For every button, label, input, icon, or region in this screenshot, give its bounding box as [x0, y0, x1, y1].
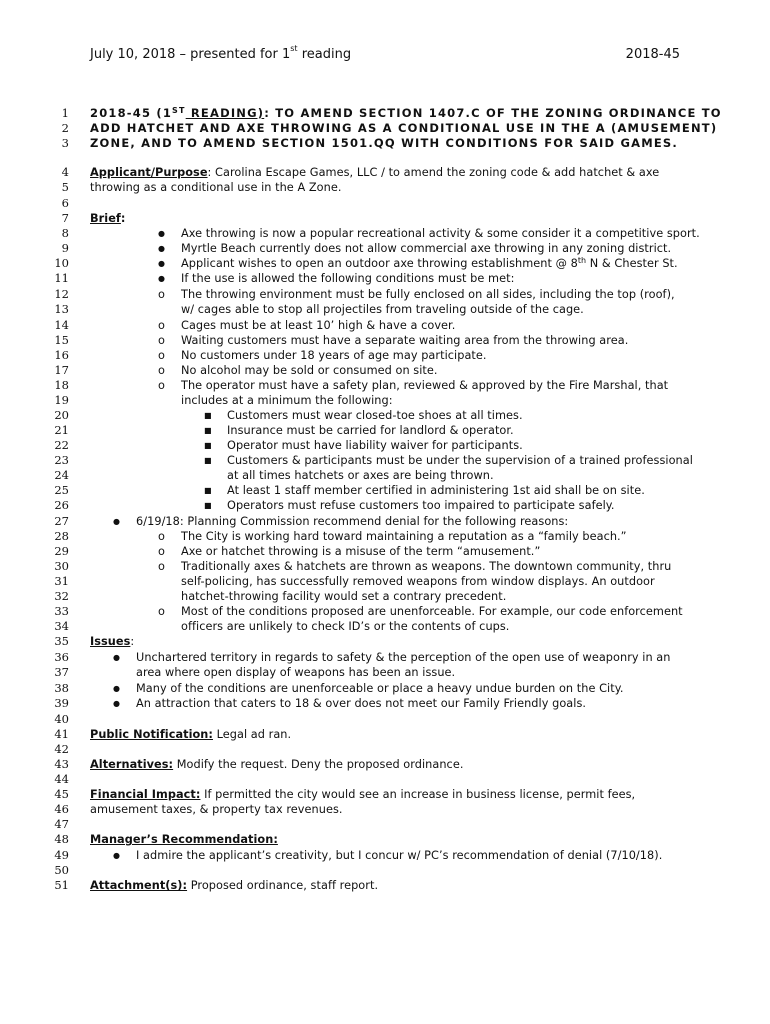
line-number: 20 — [54, 408, 69, 422]
financial-impact-cont: amusement taxes, & property tax revenues. — [90, 803, 343, 816]
line-number: 50 — [54, 863, 69, 877]
circle-bullet-icon: o — [158, 288, 165, 301]
applicant-line-1: Applicant/Purpose: Carolina Escape Games, LLC / to amend the zoning code & add hatchet & axe — [90, 166, 660, 179]
line-number: 19 — [54, 393, 69, 407]
circle-bullet-icon: o — [158, 334, 165, 347]
bullet-icon: ● — [113, 517, 121, 526]
line-number: 18 — [54, 378, 69, 392]
line-number: 43 — [54, 757, 69, 771]
bullet-icon: ● — [158, 244, 166, 253]
square-bullet-icon: ■ — [204, 426, 212, 435]
line-number: 21 — [54, 423, 69, 437]
line-number: 40 — [54, 712, 69, 726]
financial-impact: Financial Impact: If permitted the city would see an increase in business license, permit fees, — [90, 788, 636, 801]
bullet-icon: ● — [113, 653, 121, 662]
brief-label: Brief — [90, 212, 121, 225]
alternatives: Alternatives: Modify the request. Deny the proposed ordinance. — [90, 758, 464, 771]
issues-label: Issues — [90, 635, 131, 648]
line-number: 22 — [54, 438, 69, 452]
line-number: 33 — [54, 604, 69, 618]
line-number: 5 — [61, 180, 69, 194]
circle-bullet-icon: o — [158, 319, 165, 332]
public-notification-label: Public Notification: — [90, 728, 213, 741]
bullet-icon: ● — [113, 699, 121, 708]
line-number: 2 — [61, 121, 69, 135]
bullet-icon: ● — [113, 851, 121, 860]
line-number: 45 — [54, 787, 69, 801]
line-number: 10 — [54, 256, 69, 270]
line-number: 29 — [54, 544, 69, 558]
line-number: 25 — [54, 483, 69, 497]
line-number: 34 — [54, 619, 69, 633]
page-header-number: 2018-45 — [625, 47, 680, 62]
line-number: 44 — [54, 772, 69, 786]
applicant-label: Applicant/Purpose — [90, 166, 208, 179]
line-number: 49 — [54, 848, 69, 862]
line-number: 17 — [54, 363, 69, 377]
financial-impact-label: Financial Impact: — [90, 788, 201, 801]
line-number: 48 — [54, 832, 69, 846]
line-number: 32 — [54, 589, 69, 603]
square-bullet-icon: ■ — [204, 486, 212, 495]
line-number: 13 — [54, 302, 69, 316]
line-number: 28 — [54, 529, 69, 543]
square-bullet-icon: ■ — [204, 441, 212, 450]
manager-recommendation-heading — [90, 832, 680, 847]
circle-bullet-icon: o — [158, 379, 165, 392]
line-number: 1 — [61, 106, 69, 120]
line-number: 31 — [54, 574, 69, 588]
title-line-3: ZONE, AND TO AMEND SECTION 1501.QQ WITH CONDITIONS FOR SAID GAMES. — [90, 136, 678, 150]
line-number: 4 — [61, 165, 69, 179]
line-number: 3 — [61, 136, 69, 150]
line-number: 7 — [61, 211, 69, 225]
attachments: Attachment(s): Proposed ordinance, staff report. — [90, 879, 379, 892]
circle-bullet-icon: o — [158, 545, 165, 558]
line-number: 41 — [54, 727, 69, 741]
page-header-date — [90, 44, 352, 62]
applicant-line-2: throwing as a conditional use in the A Zone. — [90, 181, 342, 194]
line-number: 6 — [61, 196, 69, 210]
brief-heading: Brief: — [90, 212, 126, 225]
line-number: 51 — [54, 878, 69, 892]
circle-bullet-icon: o — [158, 560, 165, 573]
square-bullet-icon: ■ — [204, 411, 212, 420]
line-number: 24 — [54, 468, 69, 482]
square-bullet-icon: ■ — [204, 456, 212, 465]
line-number: 12 — [54, 287, 69, 301]
line-number: 14 — [54, 318, 69, 332]
line-number: 35 — [54, 634, 69, 648]
line-number: 30 — [54, 559, 69, 573]
line-number: 42 — [54, 742, 69, 756]
line-number: 11 — [54, 271, 69, 285]
issues-heading: Issues: — [90, 635, 135, 648]
circle-bullet-icon: o — [158, 349, 165, 362]
title-line-2: ADD HATCHET AND AXE THROWING AS A CONDITIONAL USE IN THE A (AMUSEMENT) — [90, 121, 718, 135]
line-number: 46 — [54, 802, 69, 816]
line-number: 15 — [54, 333, 69, 347]
circle-bullet-icon: o — [158, 530, 165, 543]
bullet-icon: ● — [113, 684, 121, 693]
line-number: 38 — [54, 681, 69, 695]
circle-bullet-icon: o — [158, 605, 165, 618]
line-number: 36 — [54, 650, 69, 664]
bullet-icon: ● — [158, 229, 166, 238]
square-bullet-icon: ■ — [204, 501, 212, 510]
line-number: 27 — [54, 514, 69, 528]
line-number: 16 — [54, 348, 69, 362]
public-notification: Public Notification: Legal ad ran. — [90, 728, 292, 741]
header-text: July 10, 2018 – presented for 1 — [90, 47, 291, 62]
manager-recommendation-label: Manager’s Recommendation: — [90, 833, 278, 846]
title-line-1: 2018-45 (1ST READING): TO AMEND SECTION 1407.C OF THE ZONING ORDINANCE TO — [90, 106, 722, 120]
line-number: 39 — [54, 696, 69, 710]
line-number: 37 — [54, 665, 69, 679]
alternatives-label: Alternatives: — [90, 758, 174, 771]
circle-bullet-icon: o — [158, 364, 165, 377]
line-number: 8 — [61, 226, 69, 240]
line-number: 9 — [61, 241, 69, 255]
line-number: 26 — [54, 498, 69, 512]
line-number: 47 — [54, 817, 69, 831]
header-sup: st — [290, 44, 298, 53]
bullet-icon: ● — [158, 274, 166, 283]
header-text-post: reading — [297, 47, 352, 62]
line-number: 23 — [54, 453, 69, 467]
attachments-label: Attachment(s): — [90, 879, 188, 892]
bullet-icon: ● — [158, 259, 166, 268]
